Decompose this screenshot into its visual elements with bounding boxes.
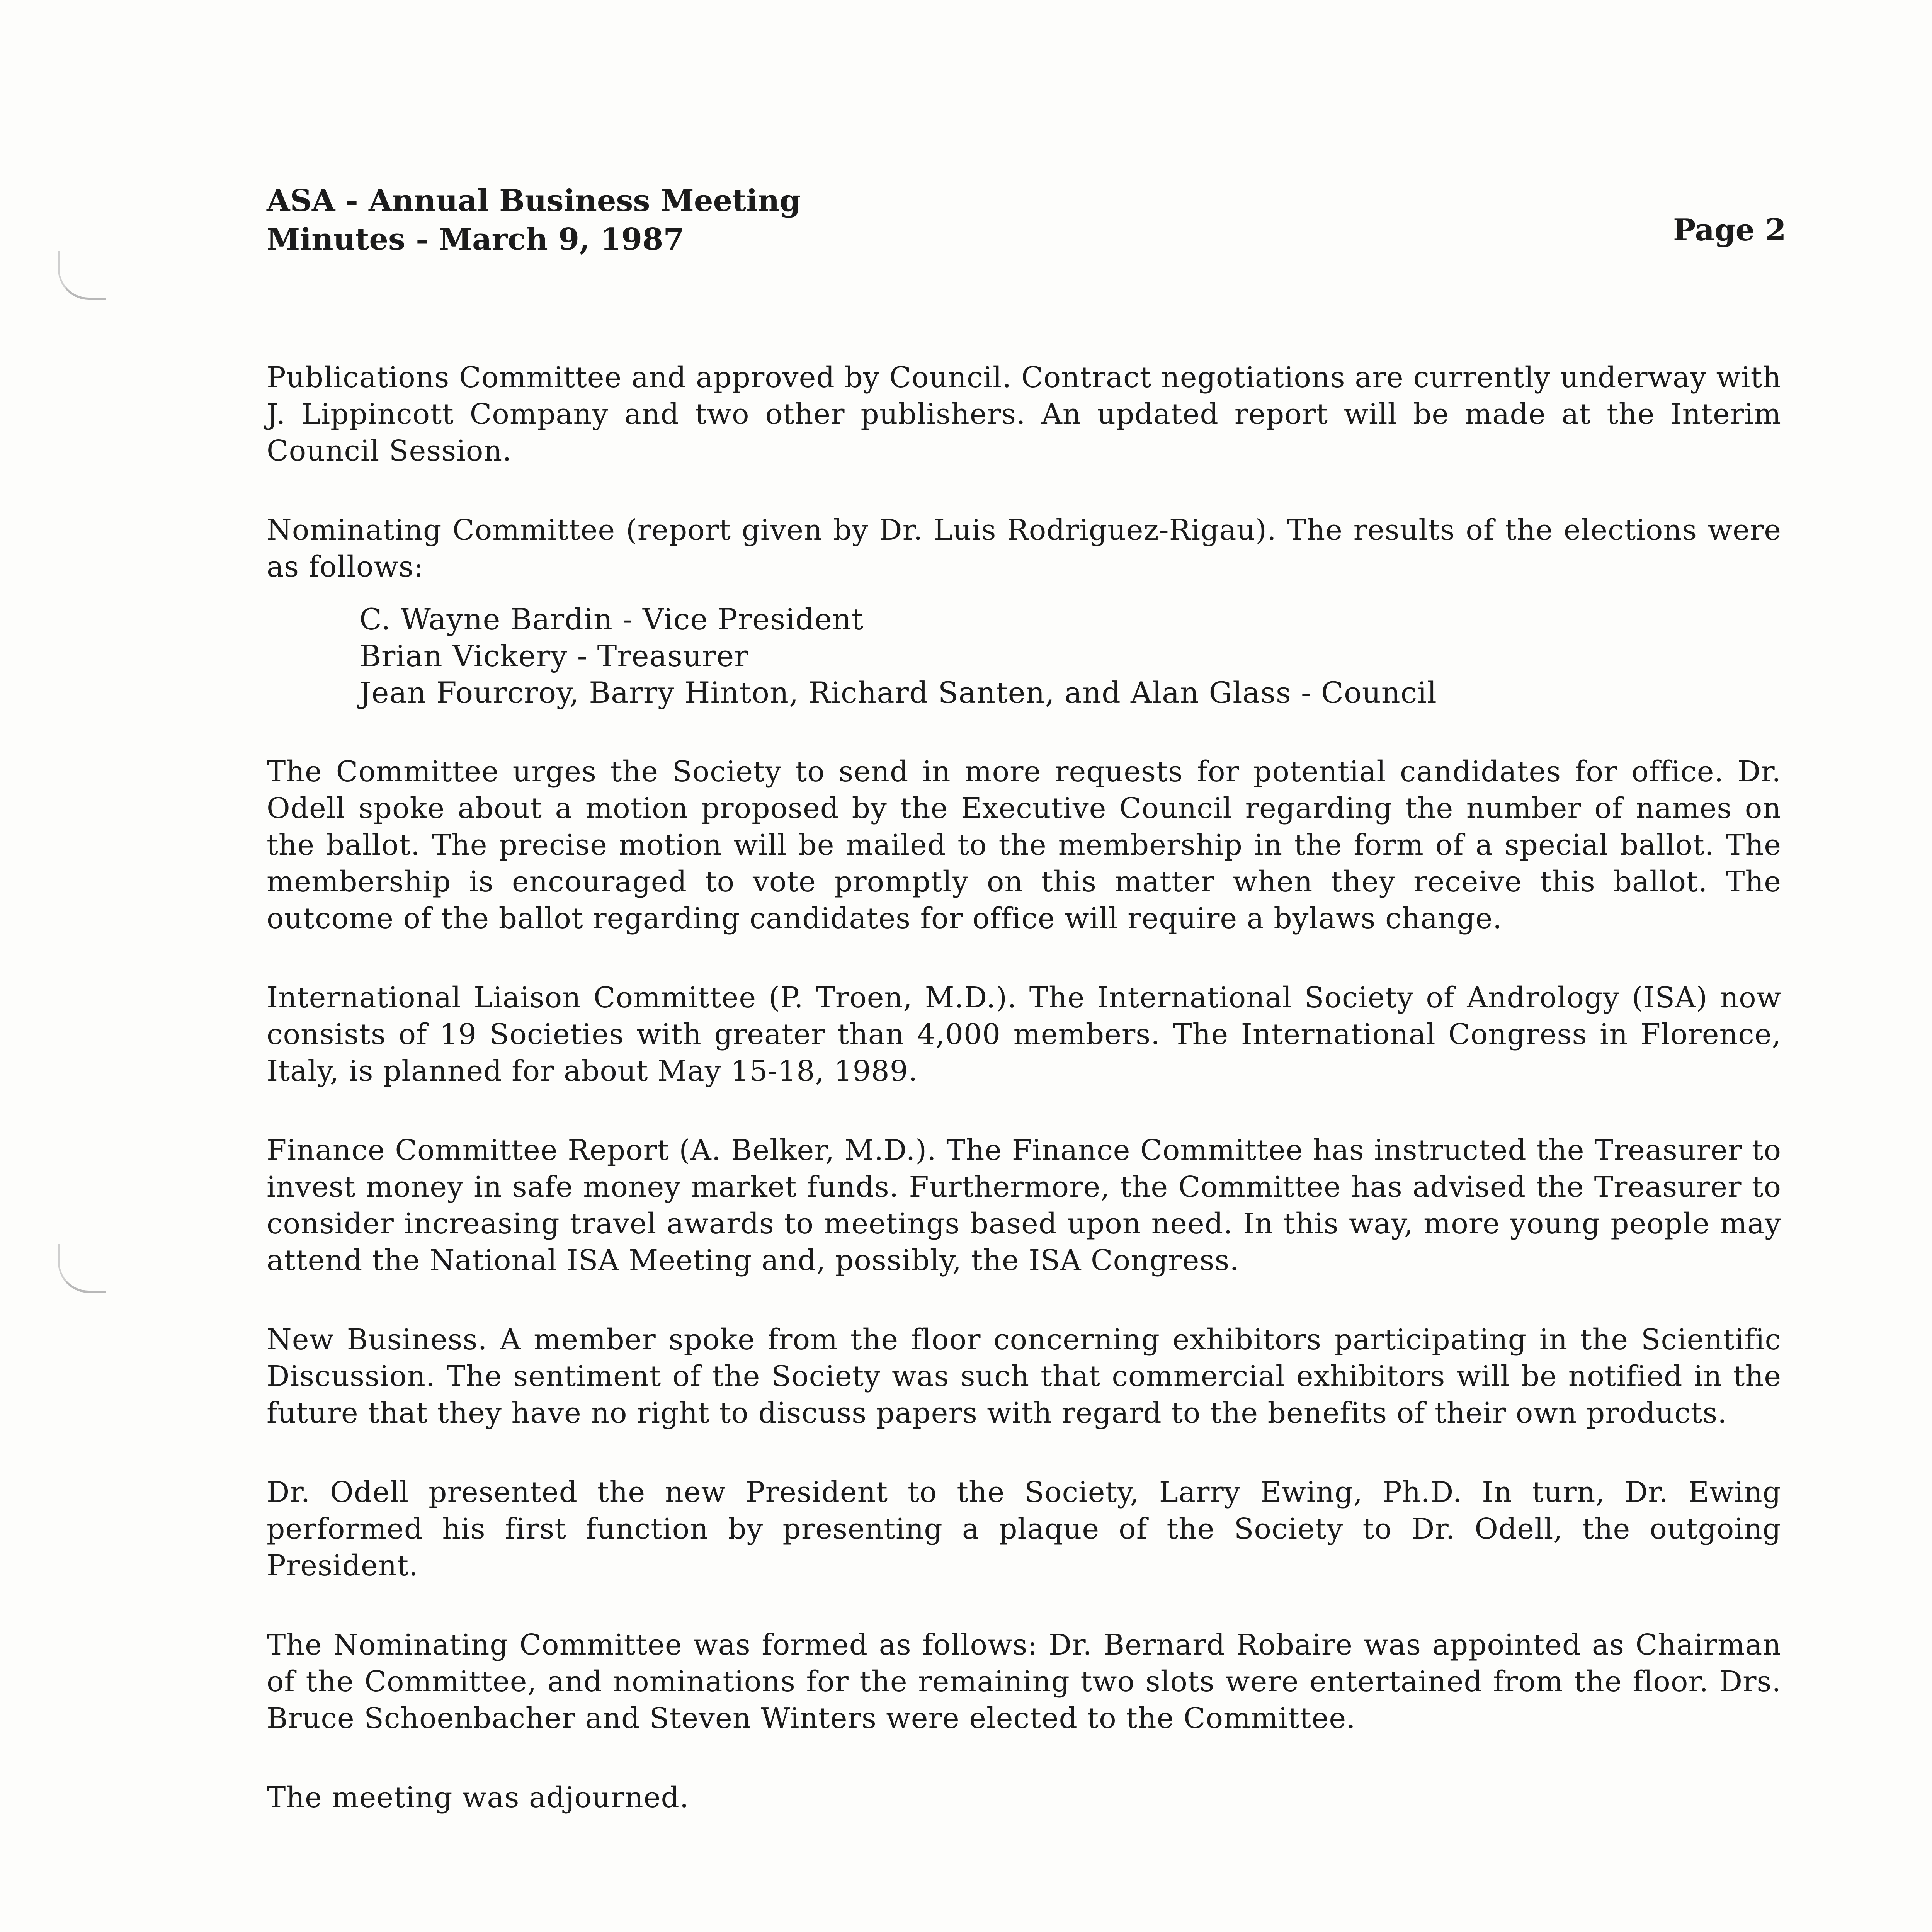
header-title: ASA - Annual Business Meeting (267, 183, 801, 218)
paragraph-new-business: New Business. A member spoke from the floor concerning exhibitors participating in the Scientific Discussion. The sentiment of the Society was such that commercial exhibitors will be notified in the future that they have no right to discuss papers with regard to the benefits of their own products. (267, 1323, 1781, 1430)
election-result-item: Brian Vickery - Treasurer (359, 639, 749, 673)
paragraph-new-president: Dr. Odell presented the new President to the Society, Larry Ewing, Ph.D. In turn, Dr. Ewing performed his first function by presenting a plaque of the Society to Dr. Odell, the outgoing President. (267, 1476, 1781, 1582)
paragraph-international-liaison: International Liaison Committee (P. Troen, M.D.). The International Society of Andrology (ISA) now consists of 19 Societies with greater than 4,000 members. The International Congress in Florence, Italy, is planned for about May 15-18, 1989. (267, 981, 1781, 1088)
paragraph-nominating-report: Nominating Committee (report given by Dr. Luis Rodriguez-Rigau). The results of the elections were as follows: (267, 514, 1781, 583)
paragraph-nominating-formed: The Nominating Committee was formed as follows: Dr. Bernard Robaire was appointed as Chairman of the Committee, and nominations for the remaining two slots were entertained from the floor. Drs. Bruce Schoenbacher and Steven Winters were elected to the Committee. (267, 1628, 1781, 1735)
header-date: Minutes - March 9, 1987 (267, 222, 684, 257)
election-result-item: C. Wayne Bardin - Vice President (359, 602, 864, 636)
document-body (267, 359, 1781, 1859)
paragraph-finance-committee: Finance Committee Report (A. Belker, M.D.). The Finance Committee has instructed the Treasurer to invest money in safe money market funds. Furthermore, the Committee has advised the Treasurer to consider increasing travel awards to meetings based upon need. In this way, more young people may attend the National ISA Meeting and, possibly, the ISA Congress. (267, 1134, 1781, 1277)
paragraph-committee-urges: The Committee urges the Society to send in more requests for potential candidates for office. Dr. Odell spoke about a motion proposed by the Executive Council regarding the number of names on the ballot. The precise motion will be mailed to the membership in the form of a special ballot. The membership is encouraged to vote promptly on this matter when they receive this ballot. The outcome of the ballot regarding candidates for office will require a bylaws change. (267, 755, 1781, 935)
paragraph-publications: Publications Committee and approved by Council. Contract negotiations are currently underway with J. Lippincott Company and two other publishers. An updated report will be made at the Interim Council Session. (267, 361, 1781, 468)
punch-hole-top (58, 251, 106, 300)
punch-hole-middle (58, 1244, 106, 1293)
election-result-item: Jean Fourcroy, Barry Hinton, Richard Santen, and Alan Glass - Council (359, 675, 1437, 710)
page-number: Page 2 (1673, 213, 1786, 248)
paragraph-adjourned: The meeting was adjourned. (267, 1781, 689, 1814)
document-header (267, 182, 801, 259)
election-results-list (359, 601, 1781, 711)
